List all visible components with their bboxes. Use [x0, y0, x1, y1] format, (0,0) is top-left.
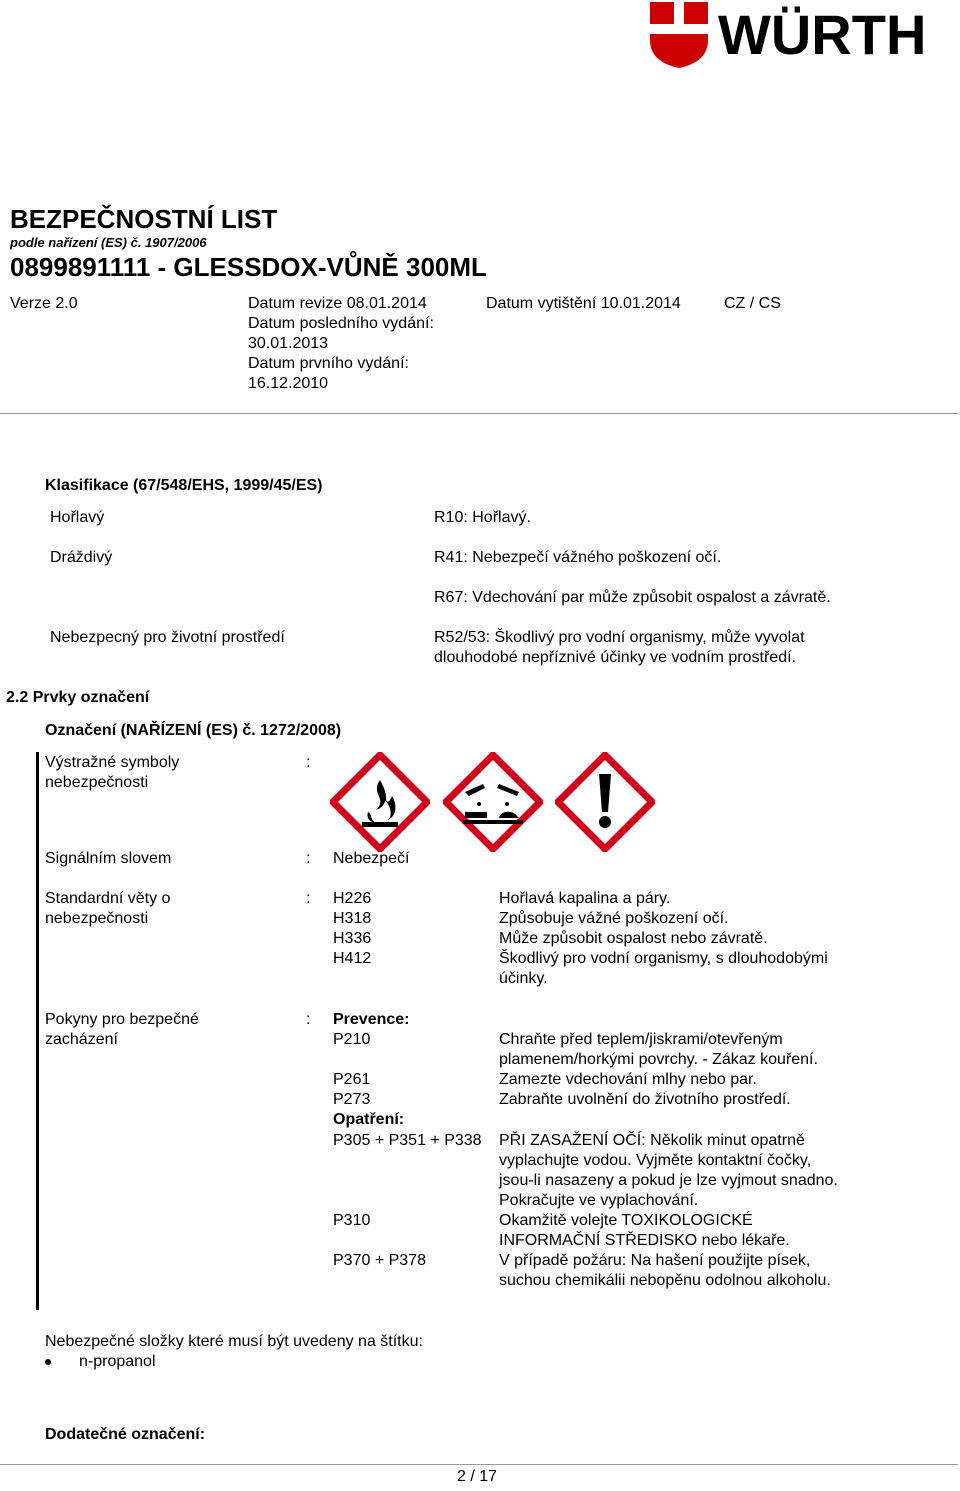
components-heading: Nebezpečné složky které musí být uvedeny na štítku:	[45, 1333, 423, 1350]
flame-icon	[330, 752, 430, 852]
hazard-label: Standardní věty o	[45, 890, 171, 907]
precaution-code: P210	[333, 1031, 371, 1048]
hazard-text: Může způsobit ospalost nebo závratě.	[499, 930, 768, 947]
response-heading: Opatření:	[333, 1111, 405, 1128]
precaution-label: Pokyny pro bezpečné	[45, 1011, 199, 1028]
precaution-code: P370 + P378	[333, 1252, 426, 1269]
precaution-text: PŘI ZASAŽENÍ OČÍ: Několik minut opatrně	[499, 1132, 805, 1149]
colon: :	[306, 850, 311, 867]
classification-label: Nebezpecný pro životní prostředí	[50, 629, 285, 646]
corrosion-icon	[443, 752, 543, 852]
precaution-code: P273	[333, 1091, 371, 1108]
revision-date: Datum revize 08.01.2014	[248, 295, 427, 312]
product-name: 0899891111 - GLESSDOX-VŮNĚ 300ML	[10, 252, 487, 282]
hazard-code: H336	[333, 930, 372, 947]
precaution-text: vyplachujte vodou. Vyjměte kontaktní čočky,	[499, 1152, 812, 1169]
svg-text:WÜRTH: WÜRTH	[718, 3, 927, 66]
hazard-label-cont: nebezpečnosti	[45, 910, 149, 927]
first-issue-label: Datum prvního vydání:	[248, 355, 409, 372]
section-heading: 2.2 Prvky označení	[6, 689, 150, 706]
hazard-text: Škodlivý pro vodní organismy, s dlouhodobými	[499, 950, 828, 967]
precaution-text: Zabraňte uvolnění do životního prostředí.	[499, 1091, 791, 1108]
classification-label: Dráždivý	[50, 549, 113, 566]
hazard-text-cont: účinky.	[499, 970, 548, 987]
hazard-code: H318	[333, 910, 372, 927]
labelling-subheading: Označení (NAŘÍZENÍ (ES) č. 1272/2008)	[45, 722, 342, 739]
header-divider	[0, 413, 958, 414]
symbols-label-cont: nebezpečnosti	[45, 774, 149, 791]
hazard-code: H226	[333, 890, 372, 907]
precaution-text: plamenem/horkými povrchy. - Zákaz kouření.	[499, 1051, 818, 1068]
precaution-text: INFORMAČNÍ STŘEDISKO nebo lékaře.	[499, 1232, 790, 1249]
precaution-text: suchou chemikálii nebopěnu odolnou alkoholu.	[499, 1272, 831, 1289]
precaution-label-cont: zacházení	[45, 1031, 118, 1048]
precaution-text: Chraňte před teplem/jiskrami/otevřeným	[499, 1031, 783, 1048]
classification-text-cont: dlouhodobé nepříznivé účinky ve vodním prostředí.	[434, 649, 796, 666]
first-issue-date: 16.12.2010	[248, 375, 329, 392]
additional-labelling-heading: Dodatečné označení:	[45, 1426, 206, 1443]
precaution-text: V případě požáru: Na hašení použijte písek,	[499, 1252, 811, 1269]
classification-text: R41: Nebezpečí vážného poškození očí.	[434, 549, 722, 566]
precaution-text: Pokračujte ve vyplachování.	[499, 1192, 699, 1209]
last-issue-date: 30.01.2013	[248, 335, 329, 352]
colon: :	[306, 1011, 311, 1028]
colon: :	[306, 890, 311, 907]
precaution-text: Okamžitě volejte TOXIKOLOGICKÉ	[499, 1212, 753, 1229]
hazard-code: H412	[333, 950, 372, 967]
footer-divider	[0, 1464, 958, 1465]
symbols-label: Výstražné symboly	[45, 754, 180, 771]
classification-text: R67: Vdechování par může způsobit ospalost a závratě.	[434, 589, 831, 606]
signal-word-value: Nebezpečí	[333, 850, 410, 867]
exclamation-icon	[555, 752, 655, 852]
component-item: n-propanol	[79, 1353, 156, 1370]
section-left-bar	[36, 752, 39, 1310]
classification-text: R52/53: Škodlivý pro vodní organismy, může vyvolat	[434, 629, 805, 646]
print-date: Datum vytištění 10.01.2014	[486, 295, 681, 312]
hazard-text: Hořlavá kapalina a páry.	[499, 890, 671, 907]
precaution-text: Zamezte vdechování mlhy nebo par.	[499, 1071, 757, 1088]
document-subtitle: podle nařízení (ES) č. 1907/2006	[10, 235, 207, 250]
precaution-code: P261	[333, 1071, 371, 1088]
classification-heading: Klasifikace (67/548/EHS, 1999/45/ES)	[45, 477, 323, 494]
last-issue-label: Datum posledního vydání:	[248, 315, 434, 332]
precaution-code: P305 + P351 + P338	[333, 1132, 482, 1149]
colon: :	[306, 754, 311, 771]
document-title: BEZPEČNOSTNÍ LIST	[10, 204, 278, 234]
precaution-text: jsou-li nasazeny a pokud je lze vyjmout snadno.	[499, 1172, 838, 1189]
classification-text: R10: Hořlavý.	[434, 509, 531, 526]
page-number: 2 / 17	[457, 1468, 498, 1485]
classification-label: Hořlavý	[50, 509, 105, 526]
locale: CZ / CS	[724, 295, 781, 312]
signal-word-label: Signálním slovem	[45, 850, 172, 867]
version: Verze 2.0	[10, 295, 78, 312]
hazard-text: Způsobuje vážné poškození očí.	[499, 910, 729, 927]
prevention-heading: Prevence:	[333, 1011, 410, 1028]
bullet-icon	[45, 1359, 51, 1365]
precaution-code: P310	[333, 1212, 371, 1229]
wurth-logo	[648, 0, 960, 70]
